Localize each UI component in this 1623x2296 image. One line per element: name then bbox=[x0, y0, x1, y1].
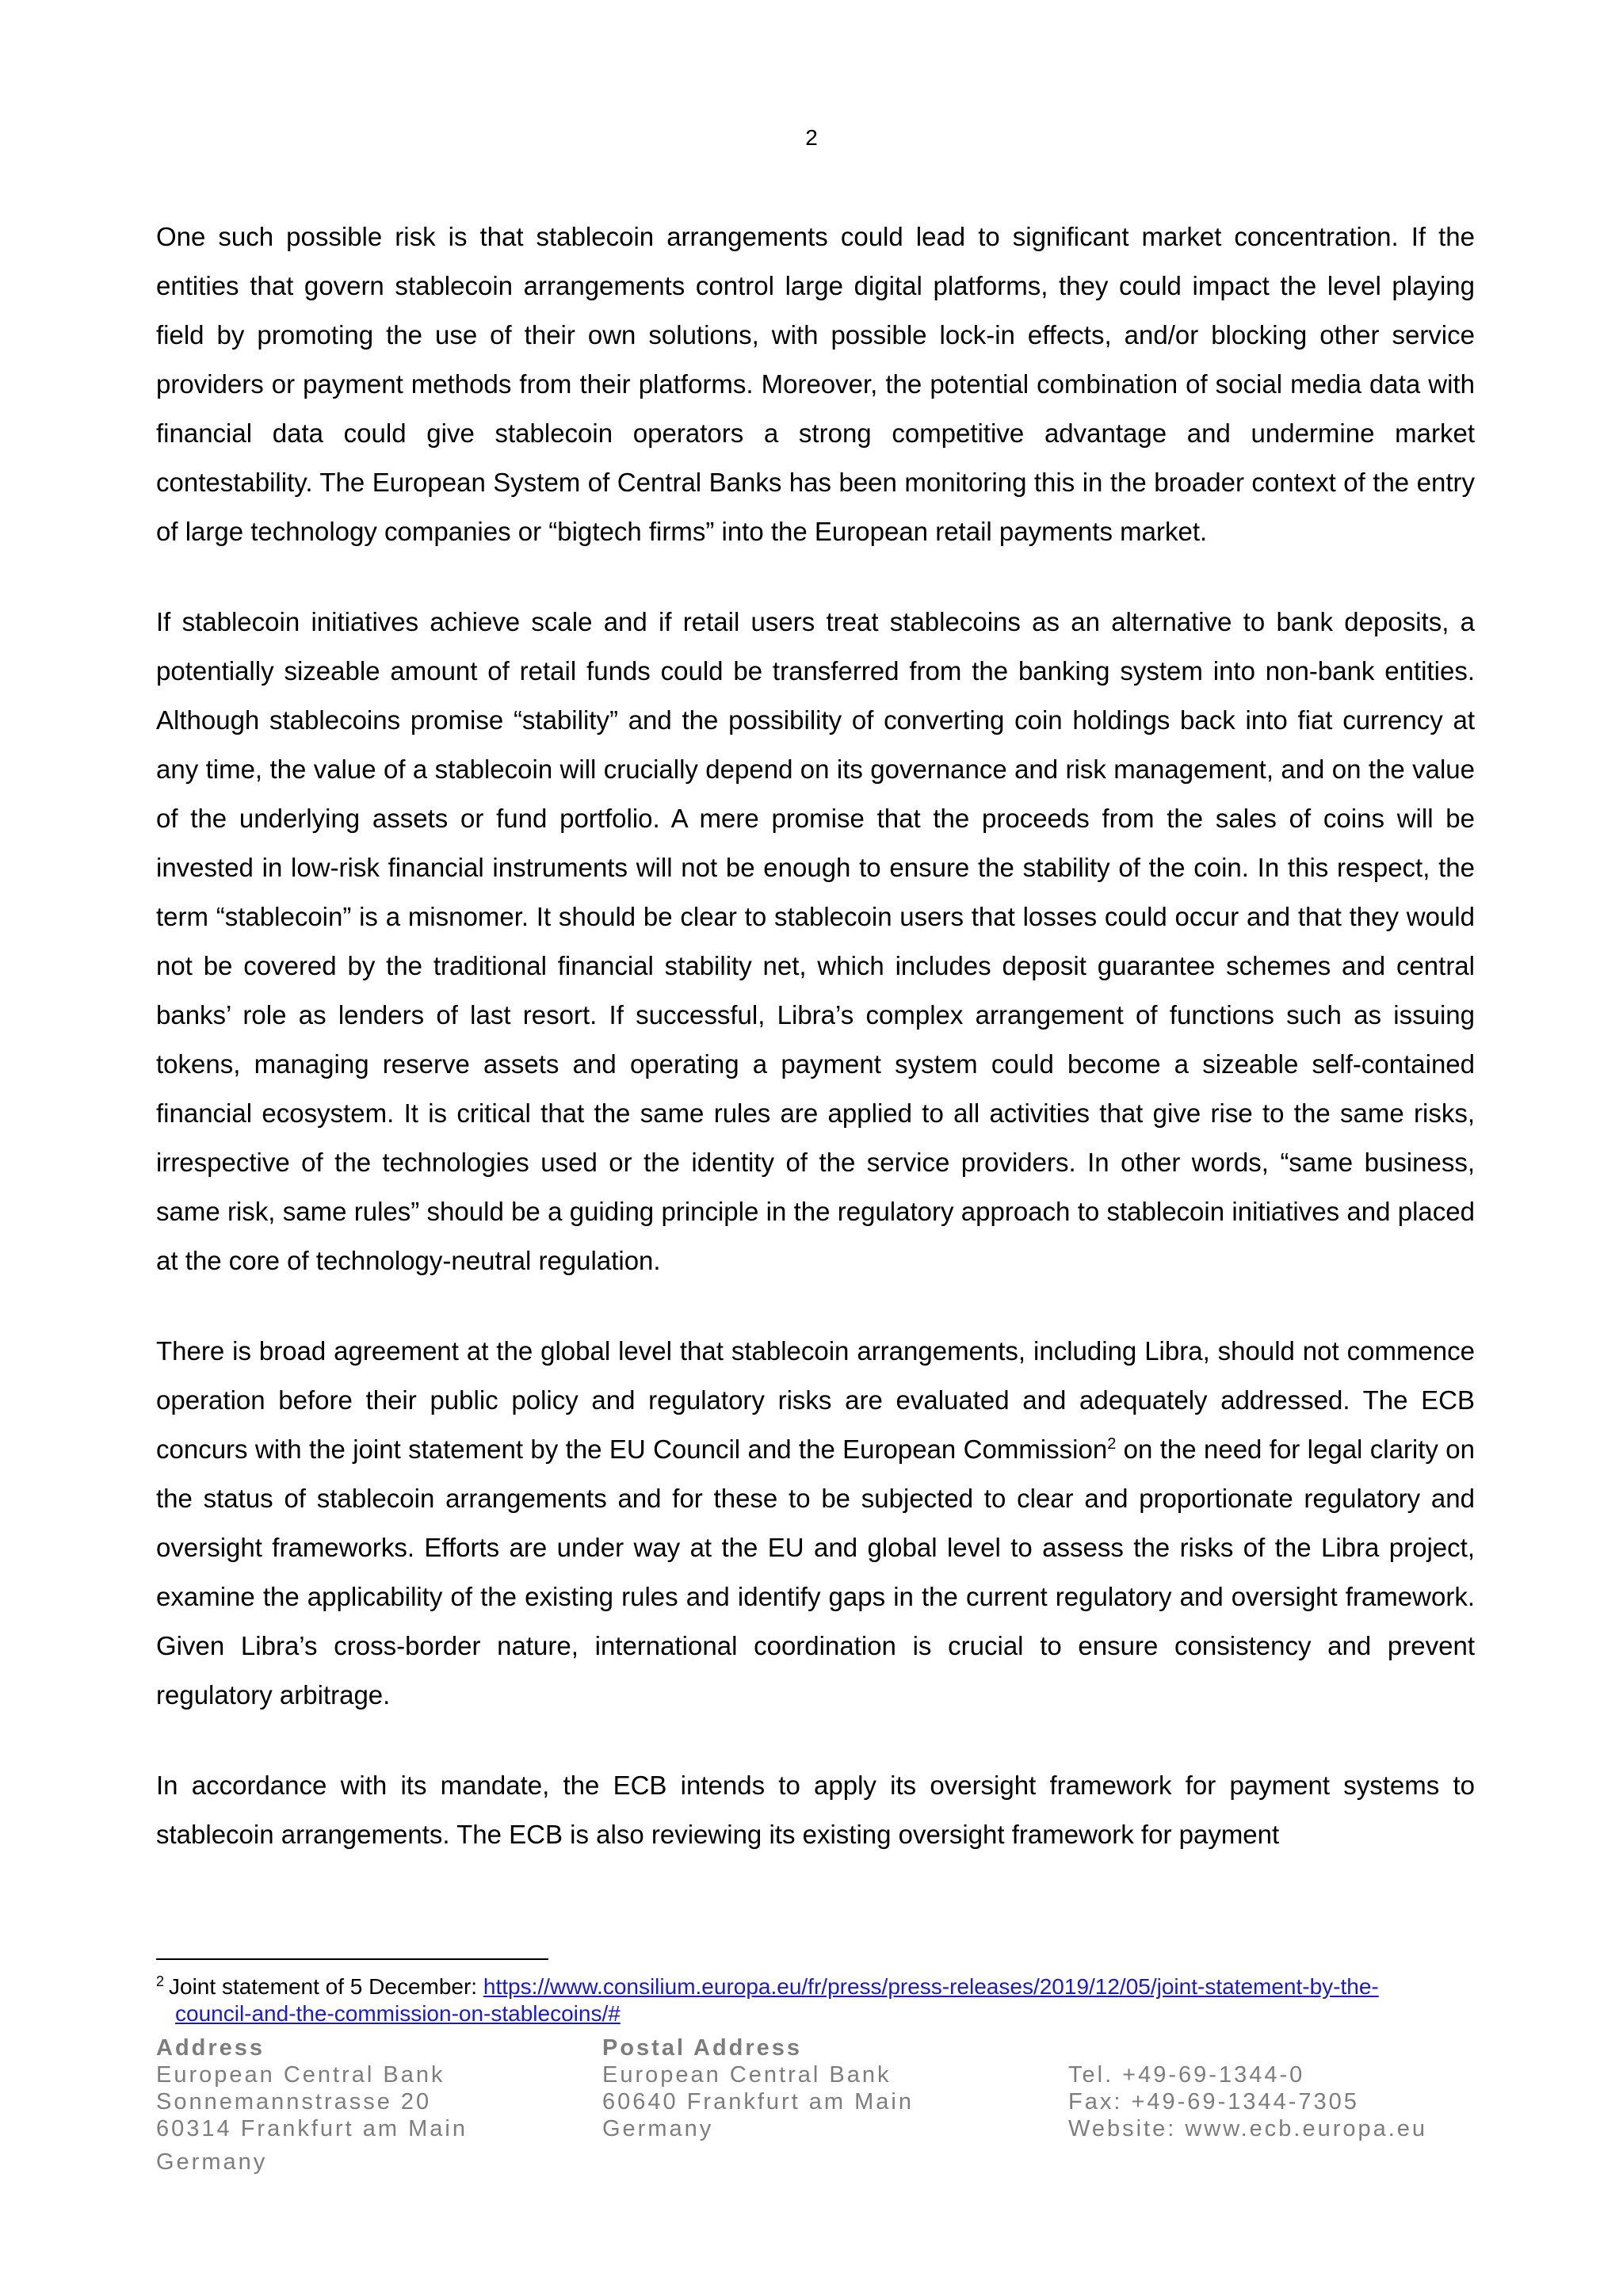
contact-website[interactable]: Website: www.ecb.europa.eu bbox=[1068, 2116, 1428, 2141]
address-heading: Address bbox=[156, 2035, 265, 2061]
paragraph-oversight-mandate: In accordance with its mandate, the ECB intends to apply its oversight framework for payment systems to stablecoin arrangements. The ECB is also reviewing its existing oversight framework for payment bbox=[156, 1771, 1475, 1849]
address-line-street: Sonnemannstrasse 20 bbox=[156, 2089, 432, 2115]
contact-fax: Fax: +49-69-1344-7305 bbox=[1068, 2089, 1359, 2115]
paragraph-market-concentration: One such possible risk is that stablecoin arrangements could lead to significant market concentration. If the entities that govern stablecoin arrangements control large digital platforms, they could impact the level playing field by promoting the use of their own solutions, with possible lock-in effects, and/or blocking other service providers or payment methods from their platforms. Moreover, the potential combination of social media data with financial data could give stablecoin operators a strong competitive advantage and undermine market contestability. The European System of Central Banks has been monitoring this in the broader context of the entry of large technology companies or “bigtech firms” into the European retail payments market. bbox=[156, 222, 1475, 546]
footnote-mark: 2 bbox=[156, 1973, 165, 1989]
page-number: 2 bbox=[805, 125, 818, 150]
footnote bbox=[156, 1973, 1487, 2027]
paragraph-text-after-note: on the need for legal clarity on the status of stablecoin arrangements and for these to be subjected to clear and proportionate regulatory and oversight frameworks. Efforts are under way at the EU and global level to assess the risks of the Libra project, examine the applicability of the existing rules and identify gaps in the current regulatory and oversight framework. Given Libra’s cross-border nature, international coordination is crucial to ensure consistency and prevent regulatory arbitrage. bbox=[156, 1435, 1475, 1710]
postal-address-line-org: European Central Bank bbox=[602, 2062, 892, 2088]
footnote-reference[interactable]: 2 bbox=[1107, 1435, 1117, 1453]
postal-address-line-city: 60640 Frankfurt am Main bbox=[602, 2089, 914, 2115]
address-line-city: 60314 Frankfurt am Main bbox=[156, 2116, 468, 2141]
paragraph-text-before-note: There is broad agreement at the global level that stablecoin arrangements, including Libra, should not commence operation before their public policy and regulatory risks are evaluated and adequately addressed. The ECB concurs with the joint statement by the EU Council and the European Commission bbox=[156, 1336, 1475, 1464]
postal-address-line-country: Germany bbox=[602, 2116, 714, 2141]
body-text bbox=[156, 212, 1475, 1859]
address-line-country: Germany bbox=[156, 2149, 268, 2175]
paragraph-global-agreement bbox=[156, 1327, 1475, 1720]
paragraph-financial-stability: If stablecoin initiatives achieve scale and if retail users treat stablecoins as an alternative to bank deposits, a potentially sizeable amount of retail funds could be transferred from the banking system into non-bank entities. Although stablecoins promise “stability” and the possibility of converting coin holdings back into fiat currency at any time, the value of a stablecoin will crucially depend on its governance and risk management, and on the value of the underlying assets or fund portfolio. A mere promise that the proceeds from the sales of coins will be invested in low-risk financial instruments will not be enough to ensure the stability of the coin. In this respect, the term “stablecoin” is a misnomer. It should be clear to stablecoin users that losses could occur and that they would not be covered by the traditional financial stability net, which includes deposit guarantee schemes and central banks’ role as lenders of last resort. If successful, Libra’s complex arrangement of functions such as issuing tokens, managing reserve assets and operating a payment system could become a sizeable self-contained financial ecosystem. It is critical that the same rules are applied to all activities that give rise to the same risks, irrespective of the technologies used or the identity of the service providers. In other words, “same business, same risk, same rules” should be a guiding principle in the regulatory approach to stablecoin initiatives and placed at the core of technology-neutral regulation. bbox=[156, 607, 1475, 1275]
address-line-org: European Central Bank bbox=[156, 2062, 445, 2088]
postal-address-block bbox=[602, 2034, 914, 2142]
footnote-text: Joint statement of 5 December: bbox=[169, 1974, 483, 1999]
contact-block bbox=[1068, 2061, 1427, 2142]
footnote-link-line1[interactable]: https://www.consilium.europa.eu/fr/press/press-releases/2019/12/05/joint-statement-by-the- bbox=[483, 1974, 1379, 1999]
contact-tel: Tel. +49-69-1344-0 bbox=[1068, 2062, 1305, 2088]
postal-address-heading: Postal Address bbox=[602, 2035, 803, 2061]
address-block bbox=[156, 2034, 468, 2176]
footnote-divider bbox=[156, 1958, 548, 1960]
footnote-link-line2[interactable]: council-and-the-commission-on-stablecoins/# bbox=[175, 2001, 621, 2026]
